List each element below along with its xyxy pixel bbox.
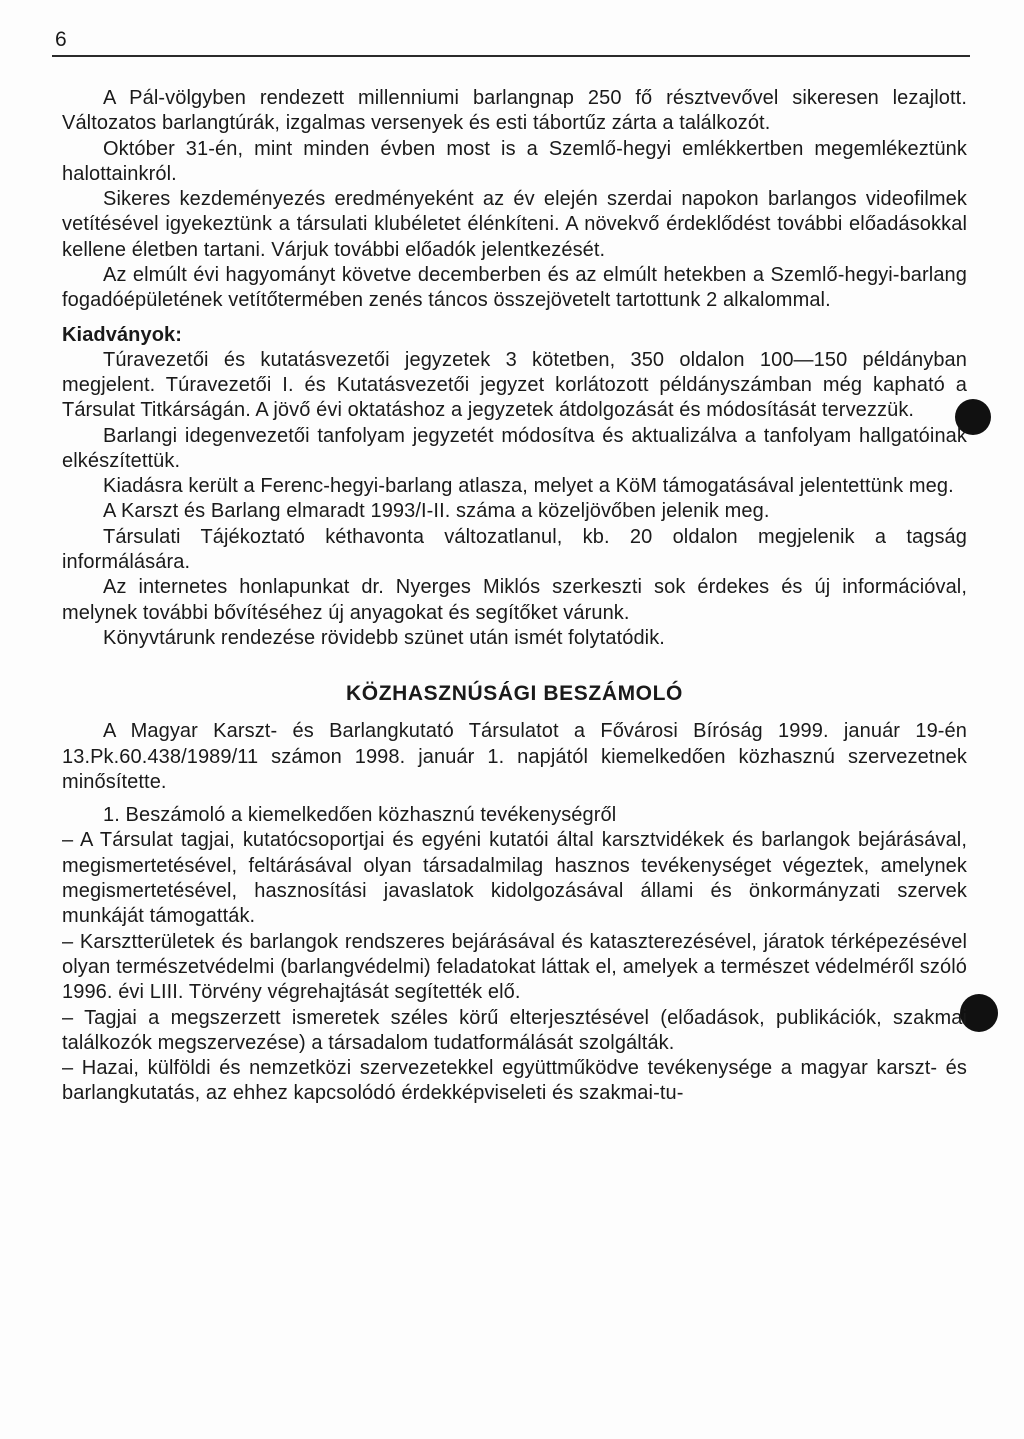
- paragraph: Túravezetői és kutatásvezetői jegyzetek 3 kötetben, 350 oldalon 100—150 példányban megjelent. Túravezetői I. és Kutatásvezetői jegyzet korlátozott példányszámban még kapható a Társulat Titkárságán. A jövő évi oktatáshoz a jegyzetek átdolgozását és módosítását tervezzük.: [62, 348, 967, 422]
- paragraph: Könyvtárunk rendezése rövidebb szünet után ismét folytatódik.: [103, 626, 665, 649]
- section-heading: KÖZHASZNÚSÁGI BESZÁMOLÓ: [346, 682, 683, 706]
- paragraph: Az elmúlt évi hagyományt követve decemberben és az elmúlt hetekben a Szemlő-hegyi-barlang fogadóépületének vetítőtermében zenés táncos összejövetelt tartottunk 2 alkalommal.: [62, 264, 967, 312]
- list-item: – Hazai, külföldi és nemzetközi szervezetekkel együttműködve tevékenysége a magyar karszt- és barlangkutatás, az ehhez kapcsolódó érdekképviseleti és szakmai-tu-: [62, 1057, 967, 1105]
- list-item: – Karsztterületek és barlangok rendszeres bejárásával és kataszterezésével, járatok térképezésével olyan természetvédelmi (barlangvédelmi) feladatokat láttak el, amelyek a természet védelméről szóló 1996. évi LIII. Törvény végrehajtását segítették elő.: [62, 930, 967, 1004]
- paragraph: A Magyar Karszt- és Barlangkutató Társulatot a Fővárosi Bíróság 1999. január 19-én 13.Pk.60.438/1989/11 számon 1998. január 1. napjától kiemelkedően közhasznú szervezetnek minősítette.: [62, 720, 967, 793]
- list-item: – A Társulat tagjai, kutatócsoportjai és egyéni kutatói által karsztvidékek és barlangok bejárásával, megismertetésével, feltárásával olyan társadalmilag hasznos tevékenységet végeztek, amelynek megismertetésével, hasznosítási javaslatok kidolgozásával állami és önkormányzati szervek munkáját támogatták.: [62, 829, 967, 928]
- header-rule: [52, 55, 970, 57]
- page-number: 6: [55, 28, 67, 51]
- paragraph: Az internetes honlapunkat dr. Nyerges Miklós szerkeszti sok érdekes és új információval, melynek további bővítéséhez új anyagokat és segítőket várunk.: [62, 576, 967, 624]
- list-item: – Tagjai a megszerzett ismeretek széles körű elterjesztésével (előadások, publikációk, szakmai találkozók megszervezése) a társadalom tudatformálását szolgálták.: [62, 1006, 967, 1054]
- paragraph: A Karszt és Barlang elmaradt 1993/I-II. száma a közeljövőben jelenik meg.: [103, 500, 770, 523]
- paragraph: Kiadásra került a Ferenc-hegyi-barlang atlasza, melyet a KöM támogatásával jelentettünk meg.: [103, 475, 954, 498]
- paragraph: Sikeres kezdeményezés eredményeként az év elején szerdai napokon barlangos videofilmek vetítésével igyekeztünk a társulati klubéletet élénkíteni. A növekvő érdeklődést további előadásokkal kellene életben tartani. Várjuk további előadók jelentkezését.: [62, 188, 967, 261]
- paragraph: Barlangi idegenvezetői tanfolyam jegyzetét módosítva és aktualizálva a tanfolyam hallgatóinak elkészítettük.: [62, 424, 967, 472]
- paragraph: A Pál-völgyben rendezett millenniumi barlangnap 250 fő résztvevővel sikeresen lezajlott. Változatos barlangtúrák, izgalmas versenyek és esti tábortűz zárta a találkozót.: [62, 87, 967, 135]
- subheading: 1. Beszámoló a kiemelkedően közhasznú tevékenységről: [103, 804, 617, 827]
- section-label-publications: Kiadványok:: [62, 323, 183, 346]
- paragraph: Október 31-én, mint minden évben most is a Szemlő-hegyi emlékkertben megemlékeztünk halottainkról.: [62, 137, 967, 185]
- body-text: [62, 86, 967, 1107]
- paragraph: Társulati Tájékoztató kéthavonta változatlanul, kb. 20 oldalon megjelenik a tagság informálására.: [62, 525, 967, 574]
